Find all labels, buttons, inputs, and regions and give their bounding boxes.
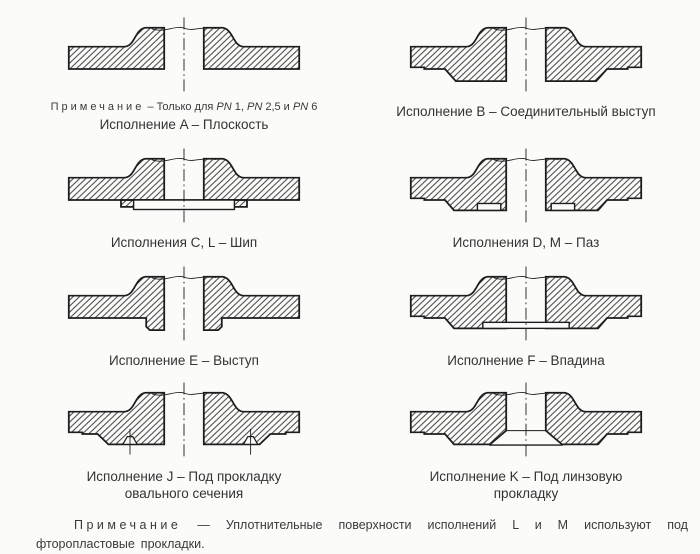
flange-section-k — [358, 369, 694, 502]
diagram-caption-b: Исполнение B – Соединительный выступ — [396, 104, 656, 119]
flange-section-b — [358, 10, 694, 133]
diagram-caption-dm: Исполнения D, M – Паз — [452, 235, 600, 250]
flange-diagram-a-flat-face-icon — [58, 14, 310, 100]
caption-line1: Исполнение J – Под прокладку — [86, 469, 282, 484]
caption-line2: прокладку — [493, 486, 559, 501]
flange-diagram-k-lens-gasket-icon — [400, 379, 652, 465]
flange-section-e — [10, 251, 358, 369]
footnote-dash: — — [197, 518, 210, 532]
flange-diagram-cl-tongue-icon — [58, 145, 310, 231]
caption-line2: овального сечения — [124, 486, 244, 501]
diagram-caption-f: Исполнение F – Впадина — [447, 353, 605, 368]
diagram-caption-j — [87, 468, 282, 502]
diagram-caption-k — [430, 468, 623, 502]
footnote-label: Примечание — [74, 518, 182, 532]
diagram-caption-cl: Исполнения C, L – Шип — [110, 235, 258, 250]
diagram-caption-e: Исполнение E – Выступ — [109, 353, 259, 368]
flange-diagram-dm-groove-icon — [400, 145, 652, 231]
flange-section-cl — [10, 133, 358, 251]
pn-restriction-note — [51, 101, 318, 113]
footnote-text: Уплотнительные поверхности исполнений L и M используют под фторопластовые прокладки. — [36, 518, 688, 551]
flange-diagram-j-oval-gasket-icon — [58, 379, 310, 465]
flange-diagram-e-male-icon — [58, 263, 310, 349]
diagram-grid — [10, 10, 694, 502]
diagram-caption-a: Исполнение A – Плоскость — [99, 117, 269, 132]
flange-section-a — [10, 10, 358, 133]
note-dash: – — [147, 101, 154, 113]
note-label: Примечание — [50, 101, 145, 113]
flange-diagram-b-raised-face-icon — [400, 14, 652, 100]
caption-line1: Исполнение K – Под линзовую — [429, 469, 623, 484]
flange-diagram-f-female-icon — [400, 263, 652, 349]
footnote — [36, 516, 688, 554]
flange-section-dm — [358, 133, 694, 251]
note-text: Только для PN 1, PN 2,5 и PN 6 — [156, 101, 318, 113]
flange-section-f — [358, 251, 694, 369]
flange-section-j — [10, 369, 358, 502]
